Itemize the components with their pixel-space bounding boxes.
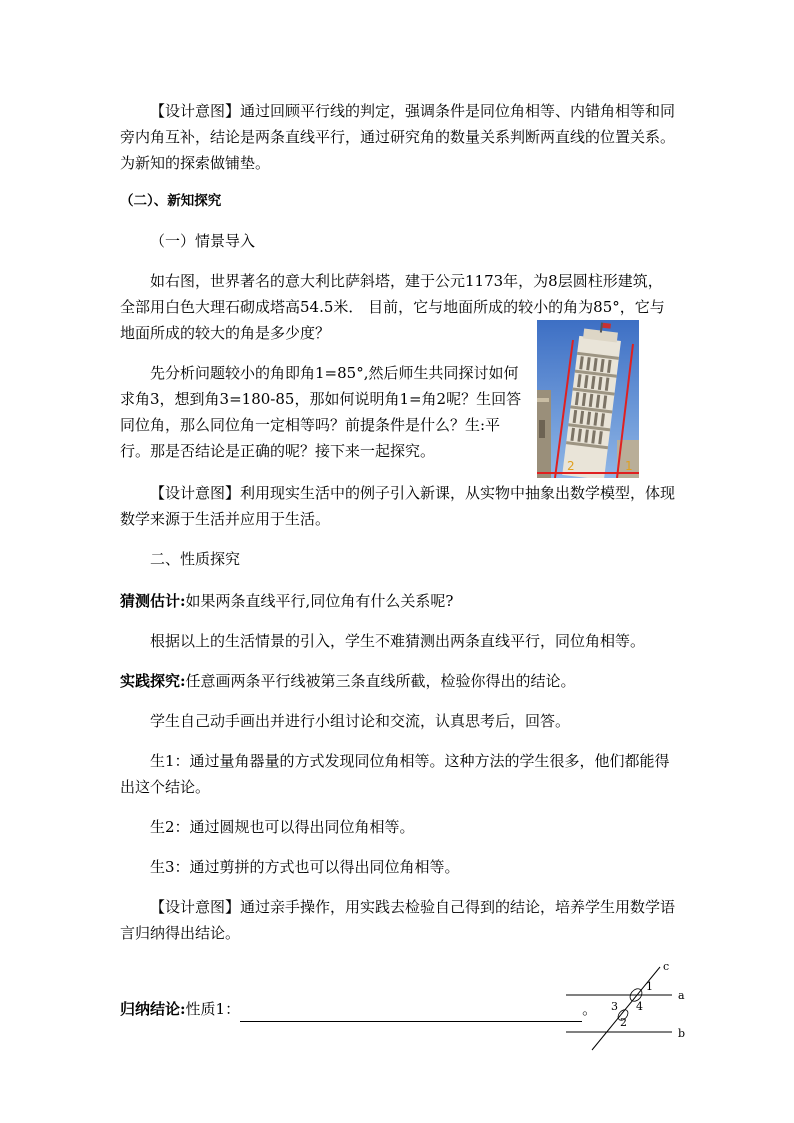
conclusion-line — [120, 996, 600, 1022]
section-heading-new-knowledge: （二）、新知探究 — [120, 193, 222, 209]
student-1-paragraph: 生1：通过量角器量的方式发现同位角相等。这种方法的学生很多，他们都能得出这个结论。 — [120, 752, 670, 796]
student-2-paragraph: 生2：通过圆规也可以得出同位角相等。 — [150, 818, 415, 836]
line-a-label: a — [678, 989, 685, 1002]
subsection-scenario-intro: （一）情景导入 — [150, 232, 256, 250]
conclusion-period: 。 — [582, 1000, 598, 1018]
tower-problem-paragraph: 如右图，世界著名的意大利比萨斜塔，建于公元1173年，为8层圆柱形建筑，全部用白色大理石砌成塔高54.5米． 目前，它与地面所成的较小的角为85°，它与地面所成的较大的角是多少度？ — [120, 272, 665, 342]
angle-4-label: 4 — [636, 1000, 643, 1013]
parallel-lines-diagram — [560, 960, 690, 1055]
line-c-label: c — [663, 960, 670, 973]
guess-answer-paragraph: 根据以上的生活情景的引入，学生不难猜测出两条直线平行，同位角相等。 — [150, 632, 646, 650]
angle-3-label: 3 — [611, 1000, 618, 1013]
practice-label: 实践探究: — [120, 672, 186, 690]
practice-explore-line — [120, 668, 676, 694]
student-3-paragraph: 生3：通过剪拼的方式也可以得出同位角相等。 — [150, 858, 460, 876]
line-b-label: b — [678, 1027, 686, 1040]
guess-estimate-line — [120, 588, 676, 614]
analysis-paragraph: 先分析问题较小的角即角1=85°,然后师生共同探讨如何求角3，想到角3=180-85，那如何说明角1=角2呢？生回答同位角，那么同位角一定相等吗？前提条件是什么？生:平行。那是否结论是正确的呢？接下来一起探究。 — [120, 364, 522, 460]
design-intent-paragraph-1: 【设计意图】通过回顾平行线的判定，强调条件是同位角相等、内错角相等和同旁内角互补，结论是两条直线平行，通过研究角的数量关系判断两直线的位置关系。为新知的探索做铺垫。 — [120, 102, 676, 172]
guess-label: 猜测估计: — [120, 592, 186, 610]
tower-angle-label: 1 — [625, 459, 633, 473]
conclusion-property-label: 性质1： — [185, 1000, 241, 1018]
tower-angle-label: 2 — [567, 459, 575, 473]
practice-student-paragraph: 学生自己动手画出并进行小组讨论和交流，认真思考后，回答。 — [150, 712, 571, 730]
angle-1-label: 1 — [646, 980, 653, 993]
design-intent-paragraph-2: 【设计意图】利用现实生活中的例子引入新课，从实物中抽象出数学模型，体现数学来源于生活并应用于生活。 — [120, 484, 676, 528]
guess-text: 如果两条直线平行,同位角有什么关系呢? — [185, 592, 454, 610]
design-intent-paragraph-3: 【设计意图】通过亲手操作，用实践去检验自己得到的结论，培养学生用数学语言归纳得出结论。 — [120, 898, 676, 942]
practice-text: 任意画两条平行线被第三条直线所截，检验你得出的结论。 — [185, 672, 576, 690]
conclusion-blank[interactable] — [240, 1003, 582, 1022]
section-heading-property-exploration: 二、性质探究 — [150, 550, 241, 568]
conclusion-label: 归纳结论: — [120, 1000, 186, 1018]
angle-2-label: 2 — [620, 1016, 627, 1029]
leaning-tower-image — [537, 320, 639, 478]
